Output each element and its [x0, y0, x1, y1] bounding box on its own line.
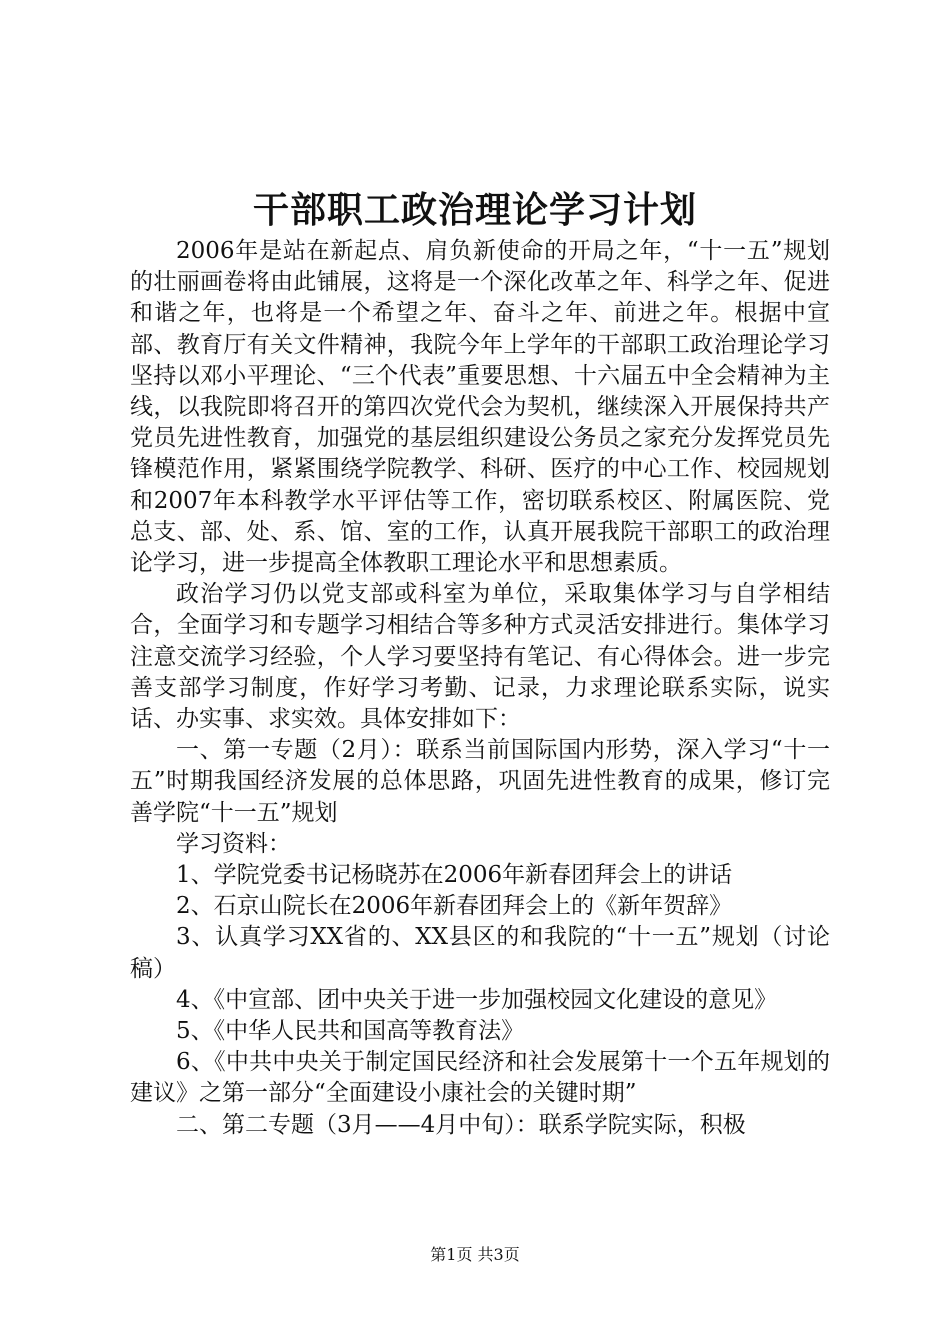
list-item-material-2: 2、石京山院长在2006年新春团拜会上的《新年贺辞》: [176, 893, 733, 920]
list-item-material-5: 5、《中华人民共和国高等教育法》: [176, 1018, 525, 1045]
paragraph-materials-heading: 学习资料：: [176, 830, 291, 857]
paragraph-intro: 2006年是站在新起点、肩负新使命的开局之年，“十一五”规划的壮丽画卷将由此铺展，这将是一个深化改革之年、科学之年、促进和谐之年，也将是一个希望之年、奋斗之年、前进之年。根据中宣部、教育厅有关文件精神，我院今年上学年的干部职工政治理论学习坚持以邓小平理论、“三个代表”重要思想、十六届五中全会精神为主线，以我院即将召开的第四次党代会为契机，继续深入开展保持共产党员先进性教育，加强党的基层组织建设公务员之家充分发挥党员先锋模范作用，紧紧围绕学院教学、科研、医疗的中心工作、校园规划和2007年本科教学水平评估等工作，密切联系校区、附属医院、党总支、部、处、系、馆、室的工作，认真开展我院干部职工的政治理论学习，进一步提高全体教职工理论水平和思想素质。: [130, 238, 830, 577]
document-body: [130, 236, 830, 1141]
document-title: 干部职工政治理论学习计划: [252, 189, 697, 231]
paragraph-study-method: 政治学习仍以党支部或科室为单位，采取集体学习与自学相结合，全面学习和专题学习相结合等多种方式灵活安排进行。集体学习注意交流学习经验，个人学习要坚持有笔记、有心得体会。进一步完善支部学习制度，作好学习考勤、记录，力求理论联系实际，说实话、办实事、求实效。具体安排如下：: [130, 581, 830, 733]
list-item-material-6: 6、《中共中央关于制定国民经济和社会发展第十一个五年规划的建议》之第一部分“全面建设小康社会的关键时期”: [130, 1049, 830, 1107]
page-number-footer: 第1页 共3页: [430, 1245, 520, 1264]
list-item-material-3: 3、认真学习XX省的、XX县区的和我院的“十一五”规划（讨论稿）: [130, 924, 830, 982]
list-item-material-1: 1、学院党委书记杨晓苏在2006年新春团拜会上的讲话: [176, 862, 733, 889]
list-item-material-4: 4、《中宣部、团中央关于进一步加强校园文化建设的意见》: [176, 986, 778, 1013]
paragraph-topic-two: 二、第二专题（3月——4月中旬）：联系学院实际，积极: [176, 1111, 746, 1138]
paragraph-topic-one: 一、第一专题（2月）：联系当前国际国内形势，深入学习“十一五”时期我国经济发展的总体思路，巩固先进性教育的成果，修订完善学院“十一五”规划: [130, 737, 830, 826]
